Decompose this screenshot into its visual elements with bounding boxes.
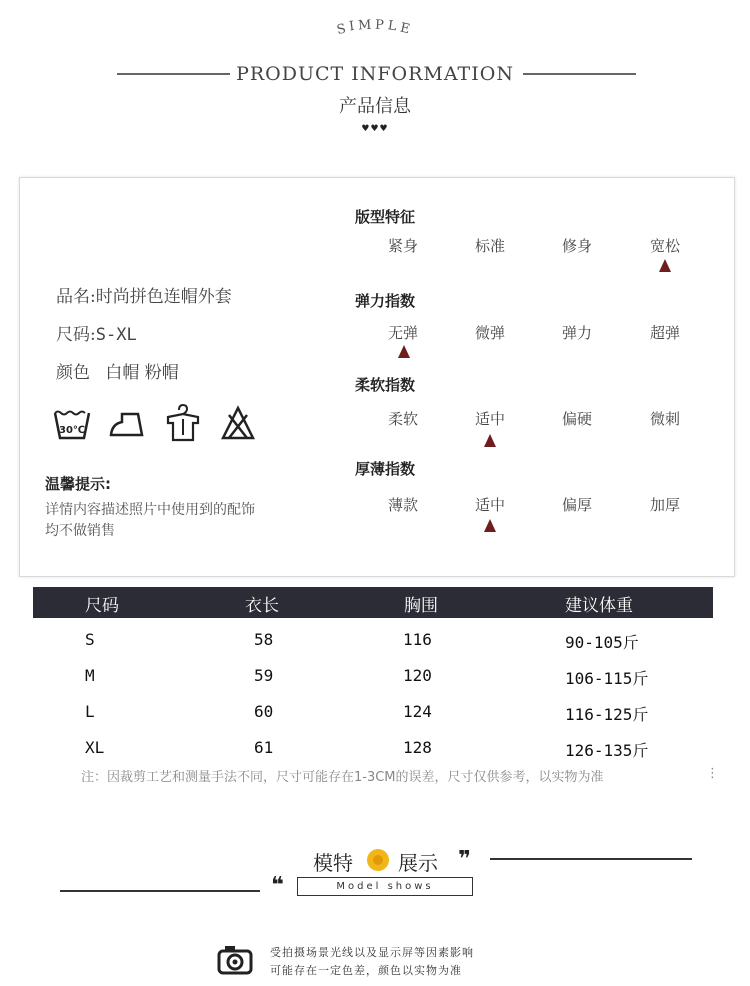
table-header-cell: 建议体重 xyxy=(565,596,633,616)
product-color-row xyxy=(56,358,179,383)
table-cell: XL xyxy=(85,738,105,757)
selection-arrow-fit xyxy=(659,259,671,272)
no-bleach-icon xyxy=(221,405,255,441)
model-shows-box: Model shows xyxy=(297,877,473,896)
product-name-value: 时尚拼色连帽外套 xyxy=(95,287,232,307)
feature-label-fit: 版型特征 xyxy=(355,208,416,226)
model-rule-left xyxy=(60,890,260,892)
size-table-note: 注：因裁剪工艺和测量手法不同，尺寸可能存在1-3CM的误差，尺寸仅供参考，以实物为准 xyxy=(81,770,604,785)
product-color-label: 颜色 xyxy=(56,363,90,383)
feature-option: 微刺 xyxy=(649,410,680,428)
product-name-row xyxy=(56,282,232,307)
feature-option: 偏硬 xyxy=(561,410,592,428)
feature-option: 加厚 xyxy=(649,496,680,514)
feature-option: 超弹 xyxy=(649,324,680,342)
product-size-label: 尺码: xyxy=(56,325,96,345)
feature-label-elasticity: 弹力指数 xyxy=(355,292,416,310)
table-header-cell: 衣长 xyxy=(245,596,279,616)
table-cell: 61 xyxy=(254,738,274,757)
table-cell: L xyxy=(85,702,95,721)
product-size-value: S-XL xyxy=(95,325,137,345)
table-cell: 116 xyxy=(403,630,432,649)
table-header-cell: 尺码 xyxy=(85,596,119,616)
feature-label-softness: 柔软指数 xyxy=(355,376,416,394)
feature-option: 弹力 xyxy=(561,324,592,342)
tip-title: 温馨提示: xyxy=(45,475,111,493)
table-cell: 124 xyxy=(403,702,432,721)
feature-option: 柔软 xyxy=(387,410,418,428)
note-ellipsis: ⋮ xyxy=(706,766,719,781)
feature-option: 宽松 xyxy=(649,237,680,255)
table-cell: 58 xyxy=(254,630,274,649)
simple-heading: SIMPLE xyxy=(335,17,415,39)
feature-option: 适中 xyxy=(474,496,505,514)
iron-icon xyxy=(108,408,146,438)
page-title: PRODUCT INFORMATION xyxy=(236,63,514,85)
feature-option: 标准 xyxy=(474,237,505,255)
feature-option: 薄款 xyxy=(387,496,418,514)
tip-line: 详情内容描述照片中使用到的配饰 xyxy=(45,502,255,518)
footer-line-2: 可能存在一定色差，颜色以实物为准 xyxy=(270,964,462,977)
selection-arrow-thickness xyxy=(484,519,496,532)
page-subtitle: 产品信息 xyxy=(339,96,411,117)
tip-line: 均不做销售 xyxy=(45,523,115,539)
table-cell: 106-115斤 xyxy=(565,669,649,688)
feature-option: 无弹 xyxy=(387,324,418,342)
table-cell: M xyxy=(85,666,95,685)
hang-dry-icon xyxy=(165,403,201,443)
product-color-value: 白帽 粉帽 xyxy=(105,363,179,383)
quote-close-mark: ❞ xyxy=(458,847,469,872)
feature-option: 微弹 xyxy=(474,324,505,342)
product-size-row xyxy=(56,320,137,345)
wash-temp-label: 30℃ xyxy=(58,425,86,436)
table-cell: 126-135斤 xyxy=(565,741,649,760)
sun-flower-icon xyxy=(366,848,390,872)
wash-30c-icon xyxy=(52,405,92,443)
product-name-label: 品名: xyxy=(56,287,96,307)
tip-text xyxy=(45,500,255,542)
selection-arrow-elasticity xyxy=(398,345,410,358)
hearts-decoration: ♥♥♥ xyxy=(361,124,389,134)
model-rule-right xyxy=(490,858,692,860)
table-cell: 116-125斤 xyxy=(565,705,649,724)
model-title-left: 模特 xyxy=(313,851,353,875)
table-cell: 120 xyxy=(403,666,432,685)
table-cell: 90-105斤 xyxy=(565,633,639,652)
table-cell: 60 xyxy=(254,702,274,721)
feature-option: 适中 xyxy=(474,410,505,428)
feature-option: 修身 xyxy=(561,237,592,255)
feature-option: 偏厚 xyxy=(561,496,592,514)
footer-line-1: 受拍摄场景光线以及显示屏等因素影响 xyxy=(270,946,474,959)
feature-option: 紧身 xyxy=(387,237,418,255)
table-header-cell: 胸围 xyxy=(404,596,438,616)
quote-open-mark: ❝ xyxy=(271,873,282,898)
table-cell: 128 xyxy=(403,738,432,757)
table-cell: S xyxy=(85,630,95,649)
camera-icon xyxy=(216,943,256,977)
feature-label-thickness: 厚薄指数 xyxy=(355,460,416,478)
model-title-right: 展示 xyxy=(398,851,438,875)
table-cell: 59 xyxy=(254,666,274,685)
selection-arrow-softness xyxy=(484,434,496,447)
